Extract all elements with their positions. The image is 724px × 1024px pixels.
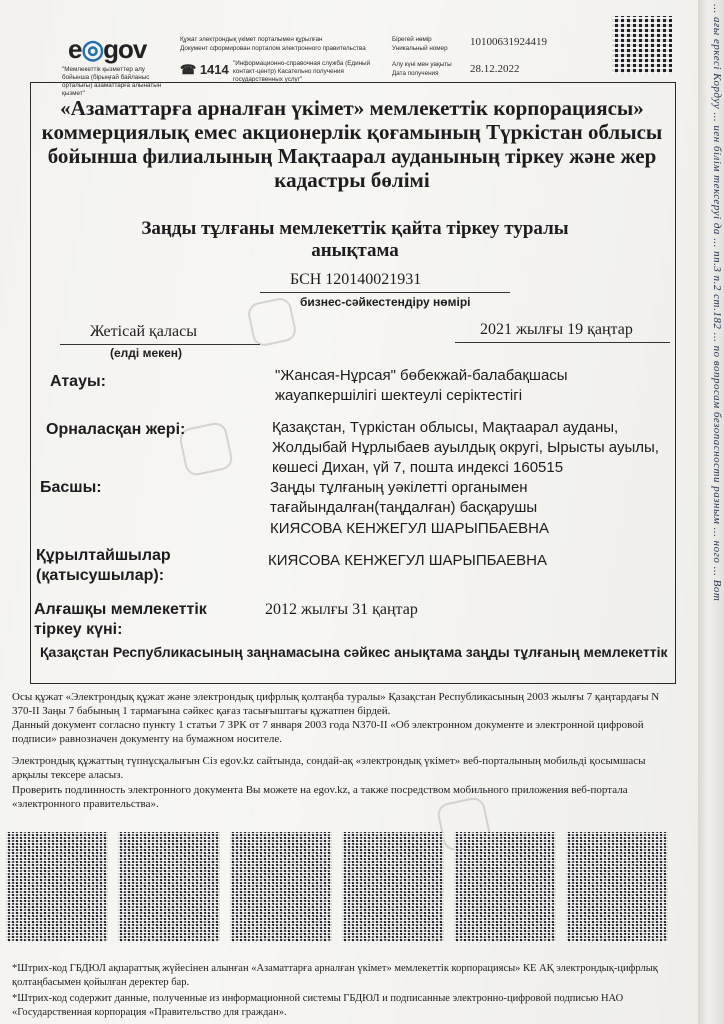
edge-text: ... ағы еркесі Кордуу ... иен білім тексеруі да ... пп.3 п.2 ст.182 ... по вопросам безопасности разным ... ного ... Вот	[711, 4, 723, 602]
bsn-caption: бизнес-сәйкестендіру нөмірі	[300, 295, 471, 309]
logo-note: "Мемлекеттік қызметтер алу бойынша (бірыңғай байланыс орталығы) азаматтарға алынатын қызмет"	[62, 66, 162, 97]
date-label-ru: Дата получения	[392, 70, 439, 77]
head-label: Басшы:	[40, 479, 102, 496]
place: Жетісай қаласы	[90, 323, 197, 340]
underlying-page-edge	[698, 0, 724, 1024]
registration-date: 2021 жылғы 19 қаңтар	[480, 321, 633, 338]
doc-title: Заңды тұлғаны мемлекеттік қайта тіркеу туралы анықтама	[141, 218, 569, 261]
footer-verify-ru: Проверить подлинность электронного документа Вы можете на egov.kz, а также посредством мобильного приложения веб-портала «электронного правительства».	[12, 784, 628, 810]
first-registration-value: 2012 жылғы 31 қаңтар	[265, 601, 418, 618]
org-title: «Азаматтарға арналған үкімет» мемлекеттік корпорациясы» коммерциялық емес акционерлік қоғамының Түркістан облысы бойынша филиалының Мақтаарал ауданының тіркеу және жер кадастры бөлімі	[41, 96, 663, 192]
issuer-ru: Документ сформирован порталом электронного правительства	[180, 45, 366, 52]
header-qr-code	[612, 16, 672, 74]
legal-note: Қазақстан Республикасының заңнамасына сәйкес анықтама заңды тұлғаның мемлекеттік	[40, 644, 668, 660]
place-caption: (елді мекен)	[110, 346, 183, 360]
address-label: Орналасқан жері:	[46, 421, 186, 438]
barcode-note-ru: *Штрих-код содержит данные, полученные из информационной системы ГБДЮЛ и подписанные электронно-цифровой подписью НАО «Государственная корпорация «Правительство для граждан».	[12, 993, 624, 1018]
footer-validity-ru: Данный документ согласно пункту 1 статьи 7 ЗРК от 7 января 2003 года N370-II «Об электронном документе и электронной цифровой подписи» равнозначен документу на бумажном носителе.	[12, 719, 644, 745]
bsn-number: БСН 120140021931	[290, 271, 422, 288]
address-value: Қазақстан, Түркістан облысы, Мақтаарал ауданы, Жолдыбай Нұрлыбаев ауылдық округі, Ырысты ауылы, көшесі Дихан, үй 7, пошта индексі 160515	[272, 419, 659, 476]
received-date: 28.12.2022	[470, 63, 520, 75]
barcode-note-kz: *Штрих-код ГБДЮЛ ақпараттық жүйесінен алынған «Азаматтарға арналған үкімет» мемлекеттік корпорациясы» КЕ АҚ электрондық-цифрлық қолтаңбасымен қойылған деректер бар.	[12, 963, 658, 988]
unique-label-ru: Уникальный номер	[392, 45, 448, 52]
first-registration-label-2: тіркеу күні:	[34, 621, 123, 638]
logo-globe-icon: ◎	[81, 34, 104, 64]
unique-number: 10100631924419	[470, 36, 547, 48]
barcode-2	[118, 832, 220, 942]
barcode-4	[342, 832, 444, 942]
hotline-number: 1414	[199, 62, 229, 77]
name-value: "Жансая-Нұрсая" бөбекжай-балабақшасы жауапкершілігі шектеулі серіктестігі	[275, 367, 568, 404]
barcode-3	[230, 832, 332, 942]
egov-logo: e◎gov	[68, 34, 147, 64]
founders-label: Құрылтайшылар	[36, 547, 171, 564]
head-role: Заңды тұлғаның уәкілетті органымен тағайындалған(таңдалған) басқарушы	[270, 479, 538, 516]
issuer-kz: Құжат электрондық үкімет порталымен құрылған	[180, 36, 323, 43]
barcode-1	[6, 832, 108, 942]
name-label: Атауы:	[50, 373, 106, 390]
footer-verify-kz: Электрондық құжаттың түпнұсқалығын Сіз egov.kz сайтында, сондай-ақ «электрондық үкімет» веб-порталының мобильді қосымшасы арқылы тексере аласыз.	[12, 755, 646, 781]
footer-validity-kz: Осы құжат «Электрондық құжат және электрондық цифрлық қолтаңба туралы» Қазақстан Республикасының 2003 жылғы 7 қаңтардағы N 370-II Заңы 7 бабының 1 тармағына сәйкес қағаз тасығыштағы құжатпен бірдей.	[12, 691, 660, 717]
founders-label-2: (қатысушылар):	[36, 567, 165, 584]
head-name: КИЯСОВА КЕНЖЕГУЛ ШАРЫПБАЕВНА	[270, 520, 549, 537]
first-registration-label: Алғашқы мемлекеттік	[34, 601, 207, 618]
hotline-note: "Информационно-справочная служба (Единый контакт-центр) Касательно получения государственных услуг"	[233, 60, 371, 83]
barcode-6	[566, 832, 668, 942]
phone-icon: ☎	[180, 62, 197, 77]
barcode-5	[454, 832, 556, 942]
founders-value: КИЯСОВА КЕНЖЕГУЛ ШАРЫПБАЕВНА	[268, 552, 547, 569]
unique-label-kz: Бірегей нөмір	[392, 36, 432, 43]
date-label-kz: Алу күні мен уақыты	[392, 61, 452, 68]
